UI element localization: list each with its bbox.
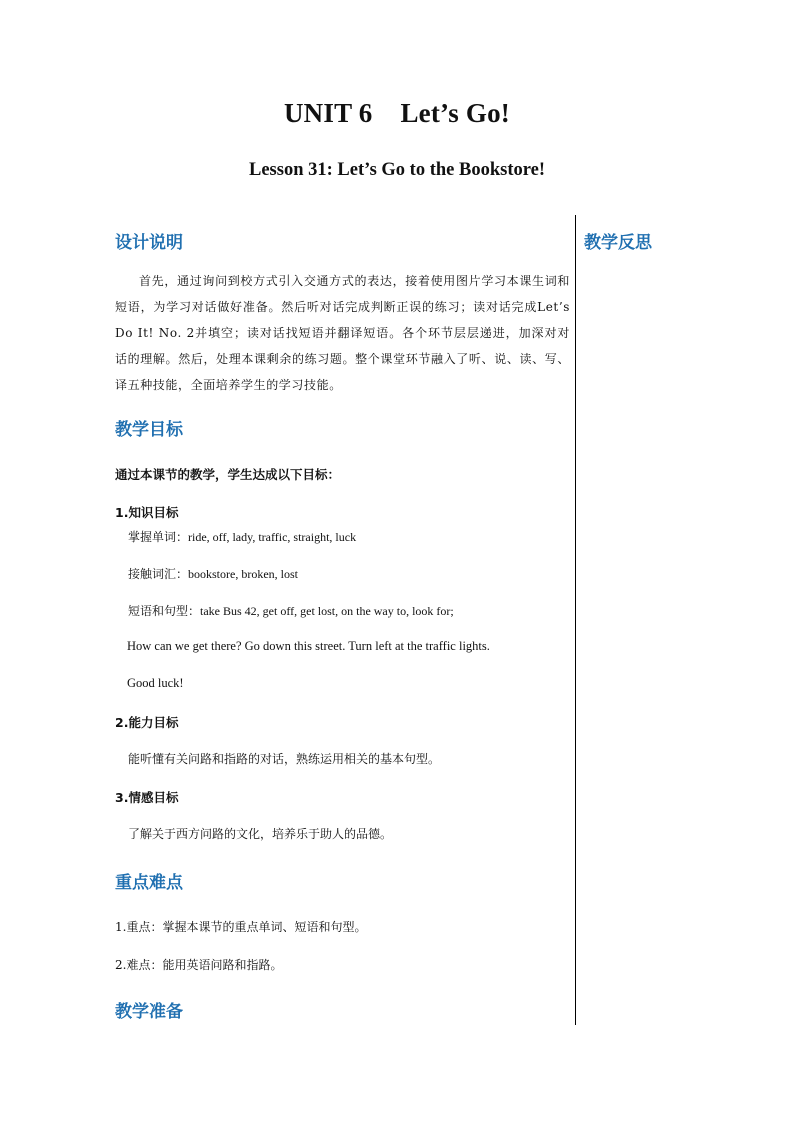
objectives-intro: 通过本课节的教学，学生达成以下目标： bbox=[115, 467, 341, 482]
good-luck-line: Good luck! bbox=[127, 676, 184, 690]
key-point-2: 2.难点：能用英语问路和指路。 bbox=[115, 958, 283, 972]
master-words-line bbox=[128, 528, 356, 545]
emotion-goal-title: 3.情感目标 bbox=[115, 790, 179, 805]
design-paragraph: 首先，通过询问到校方式引入交通方式的表达，接着使用图片学习本课生词和短语，为学习对话做好准备。然后听对话完成判断正误的练习；读对话完成Let’s Do It! No. 2并填空；读对话找短语并翻译短语。各个环节层层递进，加深对对话的理解。然后，处理本课剩余的练习题。整个课堂环节融入了听、说、读、写、译五种技能，全面培养学生的学习技能。 bbox=[115, 274, 570, 392]
design-heading: 设计说明 bbox=[115, 233, 183, 253]
column-divider bbox=[575, 215, 576, 1025]
phrases-label: 短语和句型： bbox=[128, 604, 201, 618]
key-points-heading: 重点难点 bbox=[115, 873, 183, 893]
lesson-title: Lesson 31: Let’s Go to the Bookstore! bbox=[249, 160, 545, 180]
phrases-line bbox=[128, 602, 454, 619]
objectives-heading: 教学目标 bbox=[115, 420, 183, 440]
unit-title bbox=[0, 98, 794, 129]
master-words-label: 掌握单词： bbox=[128, 530, 189, 544]
reflection-heading: 教学反思 bbox=[584, 233, 652, 253]
emotion-goal-text: 了解关于西方问路的文化，培养乐于助人的品德。 bbox=[128, 827, 393, 841]
preparation-heading: 教学准备 bbox=[115, 1002, 183, 1022]
contact-words-line bbox=[128, 565, 298, 582]
sentences-line: How can we get there? Go down this street. Turn left at the traffic lights. bbox=[127, 639, 490, 653]
contact-words-label: 接触词汇： bbox=[128, 567, 189, 581]
knowledge-goal-title: 1.知识目标 bbox=[115, 505, 179, 520]
unit-number: UNIT 6 bbox=[283, 98, 373, 128]
key-point-1: 1.重点：掌握本课节的重点单词、短语和句型。 bbox=[115, 920, 367, 934]
contact-words: bookstore, broken, lost bbox=[188, 567, 299, 581]
phrases: take Bus 42, get off, get lost, on the way to, look for; bbox=[200, 604, 454, 618]
unit-name: Let’s Go! bbox=[400, 98, 510, 128]
ability-goal-title: 2.能力目标 bbox=[115, 715, 179, 730]
ability-goal-text: 能听懂有关问路和指路的对话，熟练运用相关的基本句型。 bbox=[128, 752, 441, 766]
master-words: ride, off, lady, traffic, straight, luck bbox=[188, 530, 357, 544]
